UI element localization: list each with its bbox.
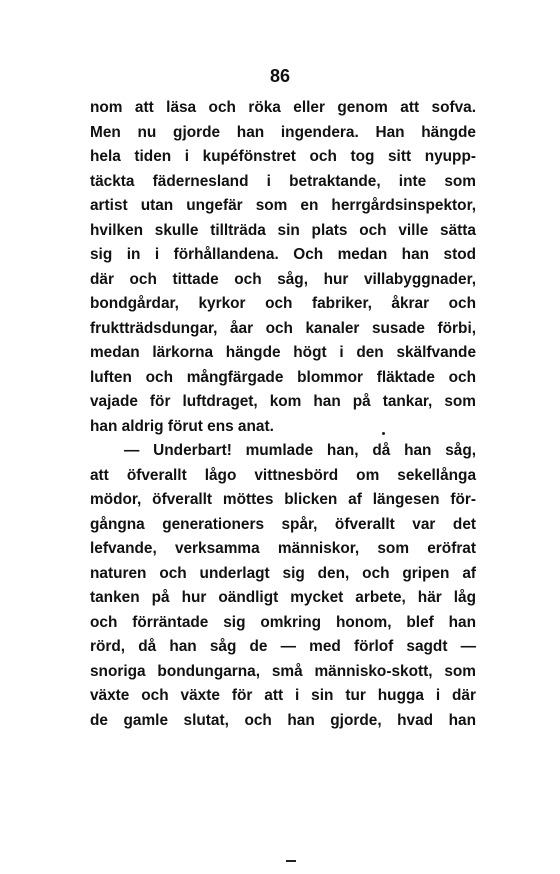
text-line: hvilken skulle tillträda sin plats och ville sätta — [90, 221, 476, 239]
text-line: mödor, öfverallt möttes blicken af längesen för- — [90, 491, 476, 508]
text-line: de gamle slutat, och han gjorde, hvad han — [90, 711, 476, 729]
text-line: lefvande, verksamma människor, som eröfrat — [90, 540, 476, 557]
text-line: hela tiden i kupéfönstret och tog sitt nyupp- — [90, 148, 476, 165]
footer-mark — [286, 860, 296, 862]
text-line: naturen och underlagt sig den, och gripen af — [90, 564, 476, 582]
text-line: fruktträdsdungar, åar och kanaler susade förbi, — [90, 319, 476, 337]
text-line: rörd, då han såg de — med förlof sagdt — — [90, 638, 476, 655]
text-line: nom att läsa och röka eller genom att sofva. — [90, 99, 476, 116]
body-text — [90, 96, 476, 733]
text-line: snoriga bondungarna, små människo-skott, som — [90, 662, 476, 680]
text-line: bondgårdar, kyrkor och fabriker, åkrar och — [90, 295, 476, 312]
text-line: sig in i förhållandena. Och medan han stod — [90, 246, 476, 263]
text-line: — Underbart! mumlade han, då han såg, — [124, 442, 476, 459]
page-number: 86 — [269, 66, 291, 86]
text-line: Men nu gjorde han ingendera. Han hängde — [90, 123, 476, 141]
text-line: att öfverallt lågo vittnesbörd om sekellånga — [90, 466, 476, 484]
text-line: växte och växte för att i sin tur hugga i där — [90, 687, 476, 704]
text-line: vajade för luftdraget, kom han på tankar, som — [90, 393, 476, 410]
text-line: täckta fädernesland i betraktande, inte som — [90, 172, 476, 190]
paragraph — [90, 439, 476, 733]
paragraph — [90, 96, 476, 439]
text-line: medan lärkorna hängde högt i den skälfvande — [90, 344, 476, 361]
text-line: luften och mångfärgade blommor fläktade och — [90, 368, 476, 386]
text-line: tanken på hur oändligt mycket arbete, här låg — [90, 589, 476, 606]
text-line: gångna generationers spår, öfverallt var det — [90, 515, 476, 533]
text-line: och förräntade sig omkring honom, blef han — [90, 613, 476, 631]
text-line: artist utan ungefär som en herrgårdsinspektor, — [90, 197, 476, 214]
text-line: han aldrig förut ens anat. — [90, 417, 274, 435]
print-speck — [382, 432, 385, 435]
text-line: där och tittade och såg, hur villabyggnader, — [90, 270, 476, 288]
